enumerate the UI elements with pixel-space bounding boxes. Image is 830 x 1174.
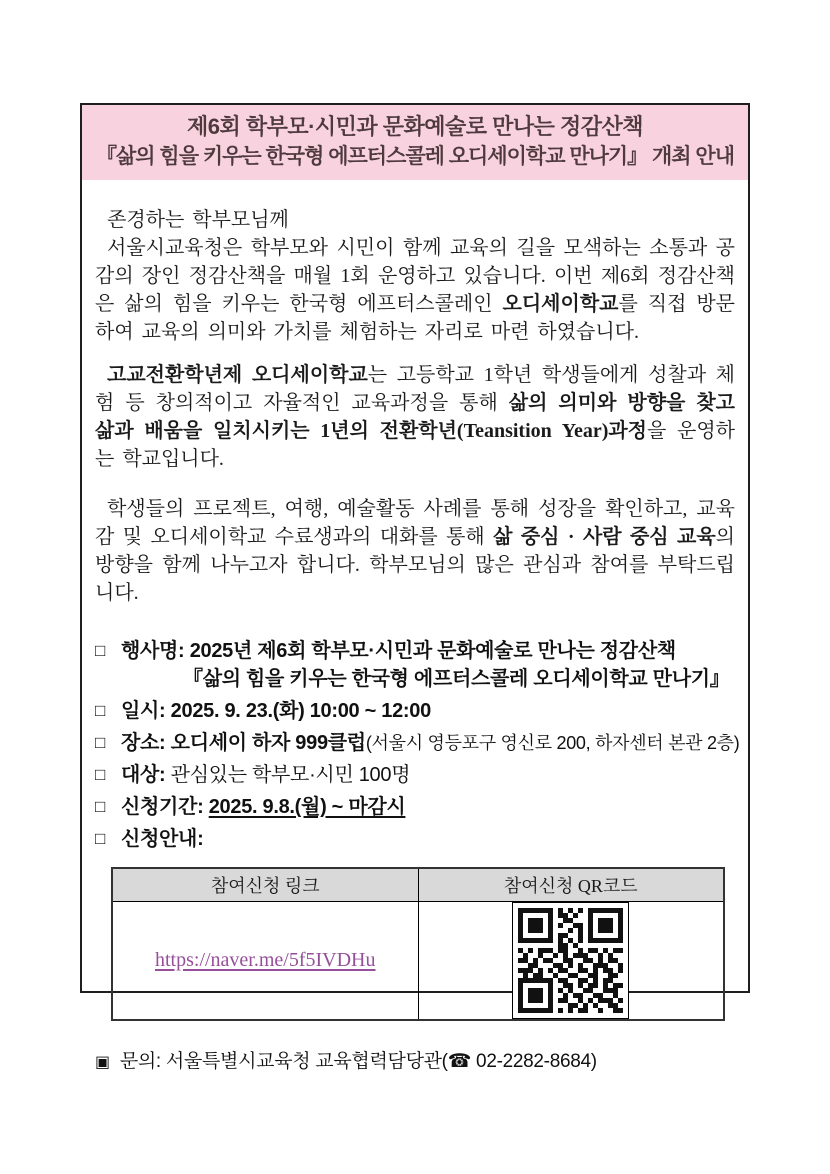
place-value: 오디세이 하자 999클럽 — [170, 732, 366, 754]
document-body — [82, 180, 748, 1073]
target-label: 대상: — [121, 764, 166, 786]
signup-table-header-row — [112, 868, 724, 901]
paragraph-odyssey-school: 고교전환학년제 오디세이학교는 고등학교 1학년 학생들에게 성찰과 체험 등 창의적이고 자율적인 교육과정을 통해 삶의 의미와 방향을 찾고 삶과 배움을 일치시키는 1년의 전환학년(Teansition Year)과정을 운영하는 학교입니다. — [95, 364, 735, 470]
list-item-event-name — [95, 637, 735, 693]
event-name-label: 행사명: — [121, 640, 185, 662]
signup-qr-header: 참여신청 QR코드 — [418, 868, 724, 901]
event-name-value: 2025년 제6회 학부모·시민과 문화예술로 만나는 정감산책 — [189, 640, 676, 662]
checkbox-bullet-icon: □ — [95, 701, 106, 720]
title-line-1: 제6회 학부모·시민과 문화예술로 만나는 정감산책 — [186, 114, 644, 139]
list-item-apply-info — [95, 825, 735, 853]
target-value: 관심있는 학부모·시민 100명 — [170, 764, 411, 786]
list-item-datetime — [95, 697, 735, 725]
signup-link-cell — [112, 901, 418, 1020]
title-banner — [82, 105, 748, 180]
qr-code — [512, 902, 629, 1019]
signup-table-body-row — [112, 901, 724, 1020]
apply-info-label: 신청안내: — [121, 828, 204, 850]
notice-document — [80, 103, 750, 1072]
list-item-apply-period — [95, 793, 735, 821]
event-details-list — [95, 637, 740, 853]
contact-text: 문의: 서울특별시교육청 교육협력담당관(☎ 02-2282-8684) — [119, 1050, 597, 1072]
checkbox-bullet-icon: □ — [95, 641, 106, 660]
checkbox-bullet-icon: □ — [95, 733, 106, 752]
datetime-label: 일시: — [121, 700, 166, 722]
title-line-2: 『삶의 힘을 키우는 한국형 에프터스콜레 오디세이학교 만나기』 개최 안내 — [96, 145, 734, 168]
apply-period-value: 2025. 9.8.(월) ~ 마감시 — [208, 796, 406, 818]
contact-line — [95, 1046, 735, 1073]
list-item-target — [95, 761, 735, 789]
place-address: (서울시 영등포구 영신로 200, 하자센터 본관 2층) — [365, 733, 740, 753]
signup-table — [111, 867, 725, 1021]
greeting-line: 존경하는 학부모님께 — [107, 209, 289, 231]
list-item-place — [95, 729, 740, 757]
event-name-subtitle: 『삶의 힘을 키우는 한국형 에프터스콜레 오디세이학교 만나기』 — [183, 668, 730, 690]
checkbox-bullet-icon: □ — [95, 797, 106, 816]
paragraph-program: 학생들의 프로젝트, 여행, 예술활동 사례를 통해 성장을 확인하고, 교육감 및 오디세이학교 수료생과의 대화를 통해 삶 중심 · 사람 중심 교육의 방향을 함께 나누고자 합니다. 학부모님의 많은 관심과 참여를 부탁드립니다. — [95, 498, 735, 604]
checkbox-bullet-icon: □ — [95, 829, 106, 848]
signup-qr-cell — [418, 901, 724, 1020]
datetime-value: 2025. 9. 23.(화) 10:00 ~ 12:00 — [170, 700, 431, 722]
signup-link[interactable]: https://naver.me/5f5IVDHu — [154, 948, 376, 971]
checkbox-bullet-icon: □ — [95, 765, 106, 784]
paragraph-intro: 서울시교육청은 학부모와 시민이 함께 교육의 길을 모색하는 소통과 공감의 장인 정감산책을 매월 1회 운영하고 있습니다. 이번 제6회 정감산책은 삶의 힘을 키우는 한국형 에프터스콜레인 오디세이학교를 직접 방문하여 교육의 의미와 가치를 체험하는 자리로 마련 하였습니다. — [95, 237, 735, 343]
signup-link-header: 참여신청 링크 — [112, 868, 418, 901]
square-marker-icon: ▣ — [95, 1053, 110, 1071]
apply-period-label: 신청기간: — [121, 796, 204, 818]
place-label: 장소: — [121, 732, 166, 754]
